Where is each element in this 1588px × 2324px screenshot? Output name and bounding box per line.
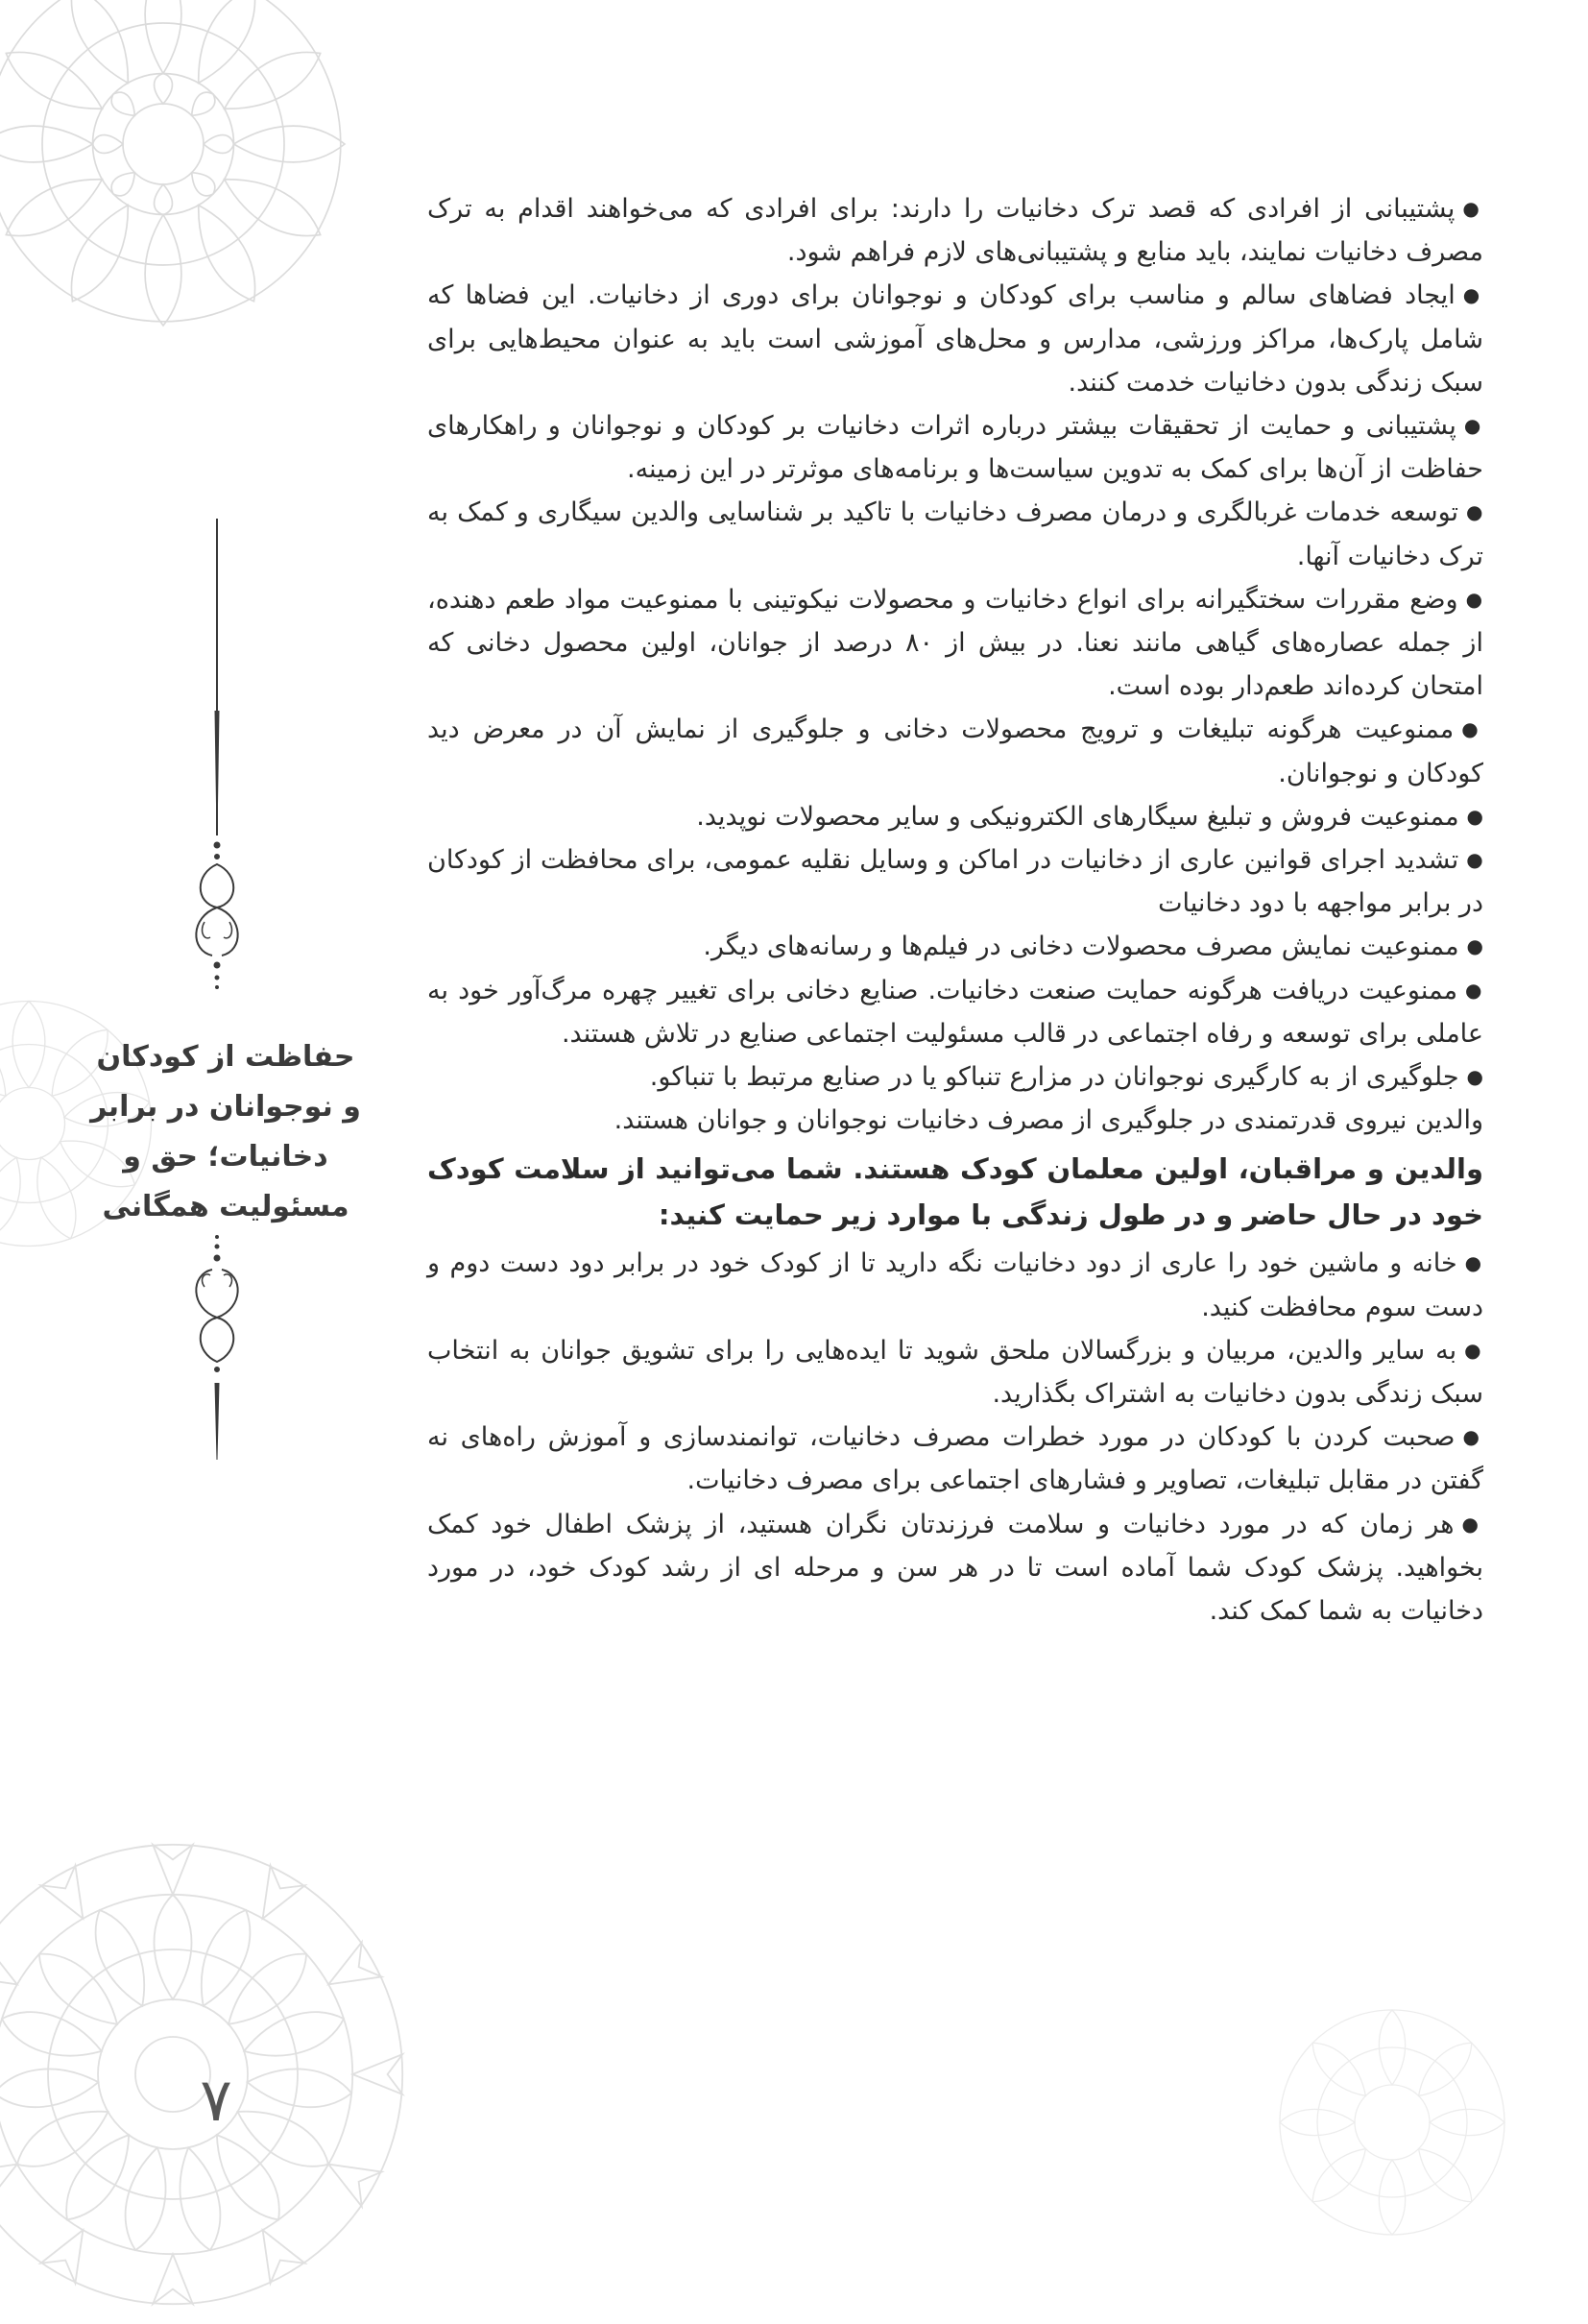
bullet-item: ● توسعه خدمات غربالگری و درمان مصرف دخانیات با تاکید بر شناسایی والدین سیگاری و کمک به ترک دخانیات آنها.: [427, 491, 1483, 577]
bullet-item: ● به سایر والدین، مربیان و بزرگسالان ملحق شوید تا ایده‌هایی را برای تشویق جوانان به انتخاب سبک زندگی بدون دخانیات به اشتراک بگذارید.: [427, 1329, 1483, 1416]
mandala-ornament-bottom-right: [1267, 1997, 1517, 2247]
side-title: [86, 1032, 365, 1232]
decorative-divider-bottom: [185, 1229, 249, 1460]
decorative-divider-top: [185, 519, 249, 999]
bullet-item: ● تشدید اجرای قوانین عاری از دخانیات در اماکن و وسایل نقلیه عمومی، برای محافظت از کودکان در برابر مواجهه با دود دخانیات: [427, 838, 1483, 925]
bullet-item: ● ممنوعیت دریافت هرگونه حمایت صنعت دخانیات. صنایع دخانی برای تغییر چهره مرگ‌آور خود به عاملی برای توسعه و رفاه اجتماعی در قالب مسئولیت اجتماعی صنایع در تلاش هستند.: [427, 969, 1483, 1055]
mandala-ornament-top-left: [0, 0, 365, 346]
bullet-item: ● خانه و ماشین خود را عاری از دود دخانیات نگه دارید تا از کودک خود در برابر دود دست دوم و دست سوم محافظت کنید.: [427, 1242, 1483, 1328]
side-title-line-1: حفاظت از کودکان: [96, 1040, 355, 1074]
side-title-line-3: دخانیات؛ حق و: [123, 1140, 328, 1174]
bullet-item: ● ممنوعیت نمایش مصرف محصولات دخانی در فیلم‌ها و رسانه‌های دیگر.: [427, 925, 1483, 968]
bullet-item: ● جلوگیری از به کارگیری نوجوانان در مزارع تنباکو یا در صنایع مرتبط با تنباکو.: [427, 1055, 1483, 1099]
bullet-item: ● هر زمان که در مورد دخانیات و سلامت فرزندتان نگران هستید، از پزشک اطفال خود کمک بخواهید. پزشک کودک شما آماده است تا در هر سن و مرحله ای از رشد کودک خود، در مورد دخانیات به شما کمک کند.: [427, 1503, 1483, 1634]
page-number: ۷: [200, 2065, 232, 2135]
main-text: [427, 187, 1483, 1633]
bullet-item: ● پشتیبانی از افرادی که قصد ترک دخانیات را دارند: برای افرادی که می‌خواهند اقدام به ترک مصرف دخانیات نمایند، باید منابع و پشتیبانی‌های لازم فراهم شود.: [427, 187, 1483, 274]
side-title-line-2: و نوجوانان در برابر: [90, 1090, 361, 1124]
side-title-line-4: مسئولیت همگانی: [102, 1190, 349, 1223]
bullet-item: ● ممنوعیت فروش و تبلیغ سیگارهای الکترونیکی و سایر محصولات نوپدید.: [427, 795, 1483, 838]
bullet-item: ● صحبت کردن با کودکان در مورد خطرات مصرف دخانیات، توانمندسازی و آموزش راه‌های نه گفتن در مقابل تبلیغات، تصاویر و فشارهای اجتماعی برای مصرف دخانیات.: [427, 1416, 1483, 1502]
bullet-item: ● پشتیبانی و حمایت از تحقیقات بیشتر درباره اثرات دخانیات بر کودکان و نوجوانان و راهکارهای حفاظت از آن‌ها برای کمک به تدوین سیاست‌ها و برنامه‌های موثرتر در این زمینه.: [427, 404, 1483, 491]
bullet-item: ● وضع مقررات سختگیرانه برای انواع دخانیات و محصولات نیکوتینی با ممنوعیت مواد طعم دهنده، از جمله عصاره‌های گیاهی مانند نعنا. در بیش از ۸۰ درصد از جوانان، اولین محصول دخانی که امتحان کرده‌اند طعم‌دار بوده است.: [427, 578, 1483, 709]
body-paragraph: والدین نیروی قدرتمندی در جلوگیری از مصرف دخانیات نوجوانان و جوانان هستند.: [614, 1105, 1483, 1136]
bullet-item: ● ممنوعیت هرگونه تبلیغات و ترویج محصولات دخانی و جلوگیری از نمایش آن در معرض دید کودکان و نوجوانان.: [427, 708, 1483, 794]
bullet-item: ● ایجاد فضاهای سالم و مناسب برای کودکان و نوجوانان برای دوری از دخانیات. این فضاها که شامل پارک‌ها، مراکز ورزشی، مدارس و محل‌های آموزشی است باید به عنوان محیط‌هایی برای سبک زندگی بدون دخانیات خدمت کنند.: [427, 274, 1483, 404]
bold-paragraph: والدین و مراقبان، اولین معلمان کودک هستند. شما می‌توانید از سلامت کودک خود در حال حاضر و در طول زندگی با موارد زیر حمایت کنید:: [427, 1152, 1483, 1232]
